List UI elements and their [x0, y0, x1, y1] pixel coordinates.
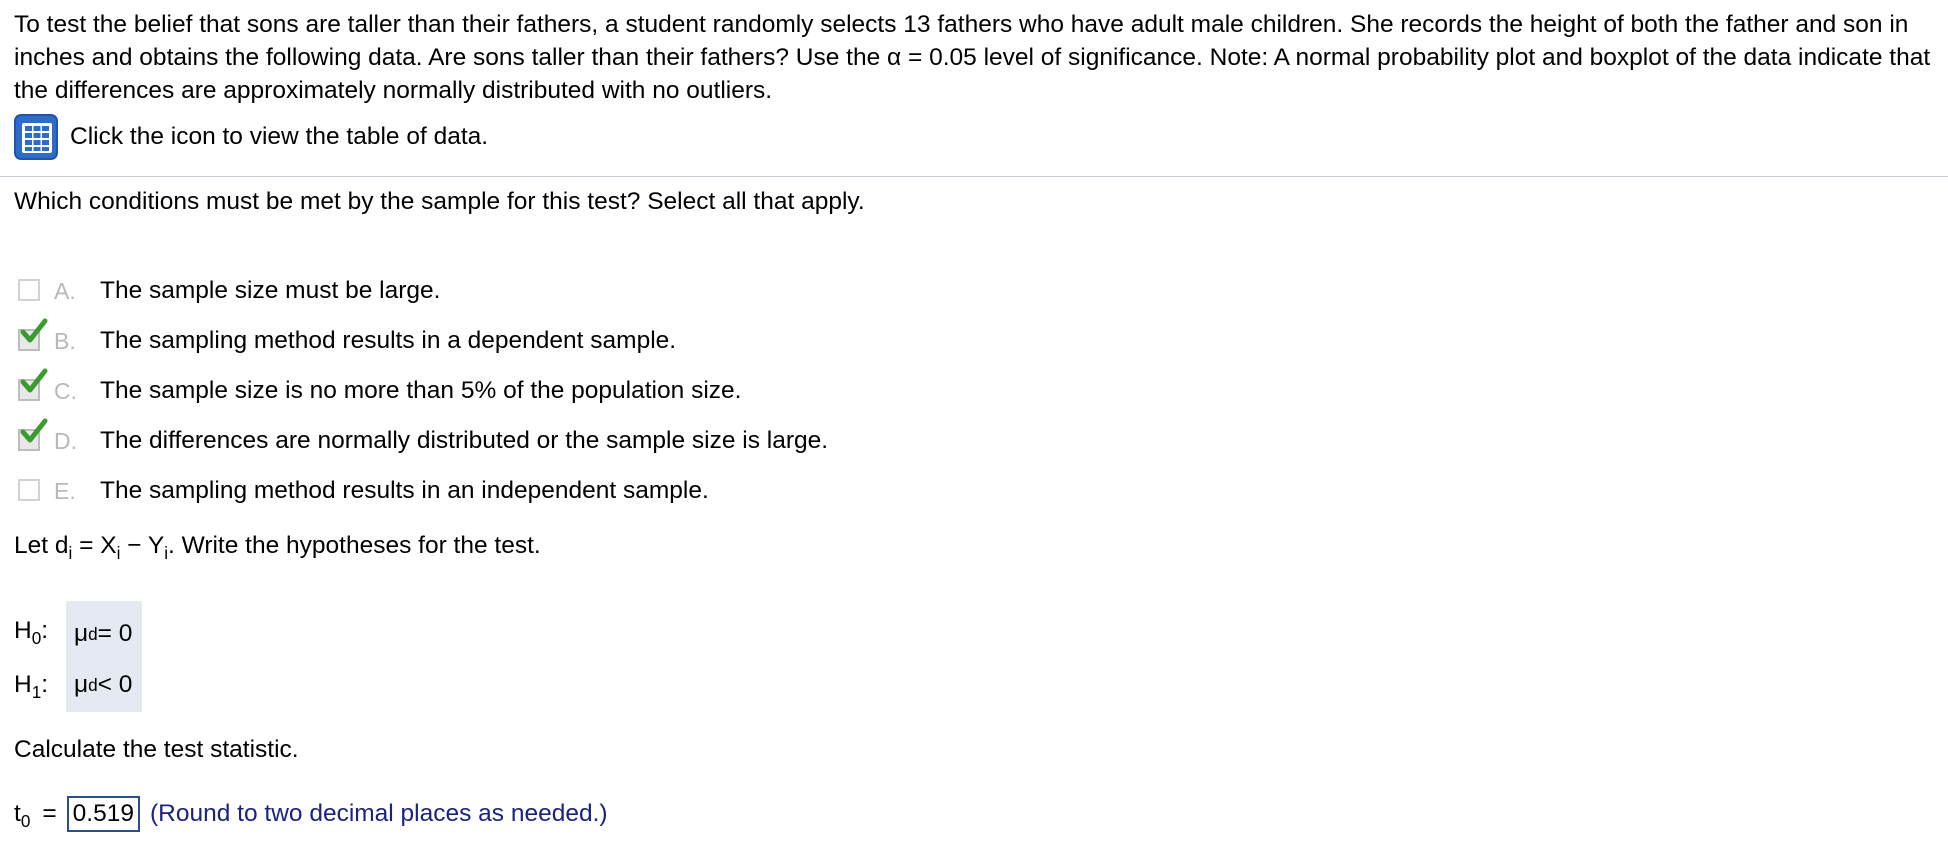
statistic-label: $t_0$	[14, 800, 31, 831]
option-text: The sampling method results in a dependent sample.	[100, 327, 677, 354]
option-text: The sampling method results in an independent sample.	[100, 477, 709, 504]
checkbox-e[interactable]	[16, 477, 44, 505]
option-letter: E.	[54, 477, 76, 504]
checkbox-d[interactable]	[16, 427, 44, 455]
option-text: The differences are normally distributed or the sample size is large.	[100, 427, 829, 454]
options-list	[16, 266, 828, 516]
h1-answer[interactable]: μ d < 0	[66, 658, 142, 712]
checkbox-a[interactable]	[16, 277, 44, 305]
option-e[interactable]	[16, 466, 828, 516]
table-icon[interactable]	[14, 114, 58, 160]
option-b[interactable]	[16, 316, 828, 366]
checkbox-c[interactable]	[16, 377, 44, 405]
hypothesis-intro: Let $d_i = X_i - Y_i$. Write the hypotheses for the test.	[14, 532, 541, 563]
option-c[interactable]	[16, 366, 828, 416]
equals-sign: =	[42, 800, 57, 827]
h1-label: $H_1$:	[14, 671, 49, 702]
h0-label: $H_0$:	[14, 617, 49, 648]
rounding-hint: (Round to two decimal places as needed.)	[149, 800, 608, 827]
calc-prompt: Calculate the test statistic.	[14, 736, 299, 763]
checkmark-icon	[20, 417, 48, 445]
option-letter: D.	[54, 427, 77, 454]
conditions-question: Which conditions must be met by the sample for this test? Select all that apply.	[14, 188, 865, 215]
option-d[interactable]	[16, 416, 828, 466]
null-hypothesis	[14, 604, 142, 658]
alternative-hypothesis	[14, 658, 142, 712]
option-letter: A.	[54, 277, 76, 304]
checkmark-icon	[20, 317, 48, 345]
option-letter: B.	[54, 327, 76, 354]
statistic-answer-box[interactable]: 0.519	[67, 796, 140, 832]
option-text: The sample size must be large.	[100, 277, 441, 304]
hypotheses	[14, 604, 142, 712]
problem-statement: To test the belief that sons are taller than their fathers, a student randomly selects 13 fathers who have adult male children. She records the height of both the father and son in inches and obtains the following data. Are sons taller than their fathers? Use the α = 0.05 level of significance. Note: A normal probability plot and boxplot of the data indicate that the differences are approximately normally distributed with no outliers.	[14, 11, 1931, 104]
checkmark-icon	[20, 367, 48, 395]
view-data-link[interactable]	[14, 114, 488, 160]
test-statistic-row	[14, 796, 608, 832]
h0-answer[interactable]: μ d = 0	[66, 601, 142, 661]
alpha-symbol: α	[887, 44, 902, 71]
option-a[interactable]	[16, 266, 828, 316]
option-text: The sample size is no more than 5% of the population size.	[100, 377, 742, 404]
section-divider	[0, 176, 1948, 177]
view-data-label[interactable]: Click the icon to view the table of data.	[70, 123, 489, 150]
checkbox-b[interactable]	[16, 327, 44, 355]
option-letter: C.	[54, 377, 77, 404]
